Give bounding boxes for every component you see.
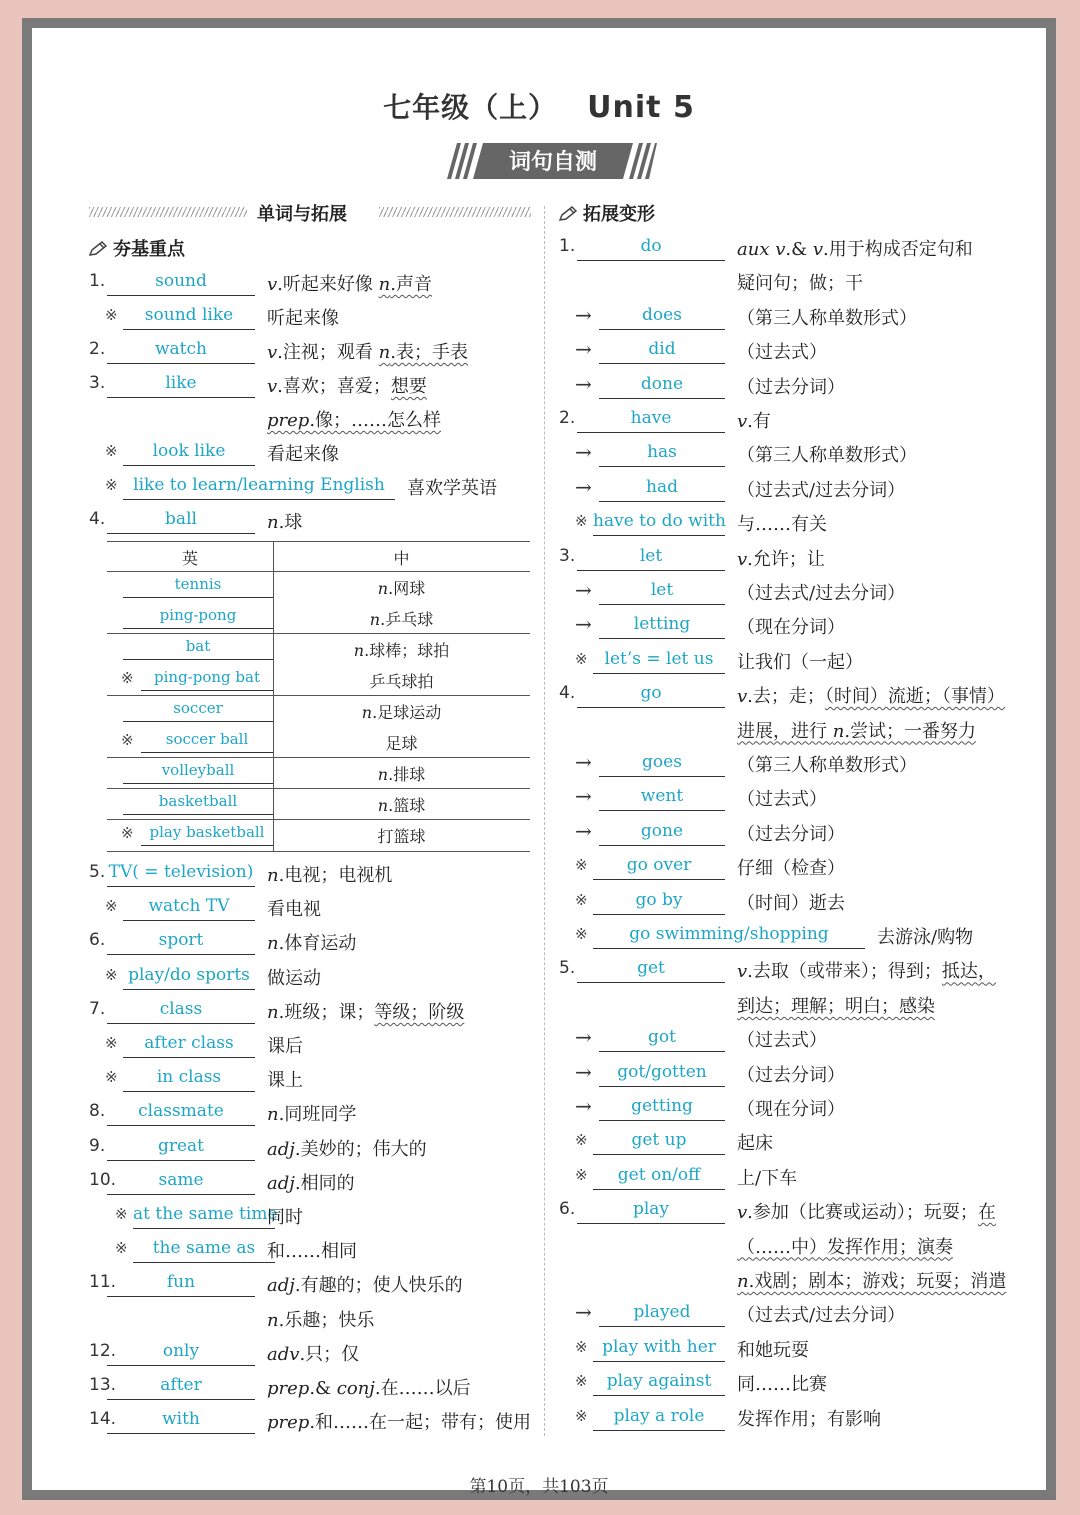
answer-blank: play/do sports xyxy=(123,965,255,990)
definition: prep.& conj.在……以后 xyxy=(267,1378,471,1399)
definition: 与……有关 xyxy=(737,514,827,536)
list-item xyxy=(559,1023,1034,1055)
answer-blank: TV( = television) xyxy=(107,862,255,887)
table-rule xyxy=(107,633,530,634)
arrow-icon: → xyxy=(575,1094,592,1118)
list-item xyxy=(89,961,539,993)
list-item xyxy=(559,404,1034,436)
answer-blank: get up xyxy=(593,1130,725,1155)
list-item xyxy=(559,232,1034,264)
answer-blank: classmate xyxy=(107,1101,255,1126)
table-english-term: soccer ball xyxy=(141,730,273,753)
definition: （时间）逝去 xyxy=(737,892,845,914)
list-item xyxy=(559,507,1034,539)
table-english-term: tennis xyxy=(123,575,273,598)
reference-mark-icon: ※ xyxy=(575,856,588,875)
document-page xyxy=(32,28,1046,1497)
reference-mark-icon: ※ xyxy=(575,1165,588,1184)
definition: （过去式） xyxy=(737,789,827,811)
answer-blank: watch TV xyxy=(123,896,255,921)
definition: n.班级；课；等级；阶级 xyxy=(267,1001,465,1023)
left-section-title: 单词与拓展 xyxy=(257,204,347,225)
table-chinese-meaning: n.足球运动 xyxy=(361,703,442,722)
list-item xyxy=(559,473,1034,505)
list-item xyxy=(89,403,539,435)
definition: adj.相同的 xyxy=(267,1172,355,1194)
answer-blank: played xyxy=(599,1302,725,1327)
definition: v.允许；让 xyxy=(737,548,825,570)
banner-text: 词句自测 xyxy=(508,150,598,175)
reference-mark-icon: ※ xyxy=(575,925,588,943)
page-title xyxy=(32,86,1046,126)
definition: 喜欢学英语 xyxy=(407,478,497,499)
left-section-header xyxy=(89,200,531,224)
answer-blank: after xyxy=(107,1375,255,1400)
item-number: 1. xyxy=(559,236,576,256)
list-item xyxy=(89,1097,539,1129)
list-item xyxy=(559,714,1034,746)
reference-mark-icon: ※ xyxy=(105,442,118,460)
table-row xyxy=(107,666,530,694)
arrow-icon: → xyxy=(575,337,592,362)
list-item xyxy=(559,1058,1034,1090)
answer-blank: play xyxy=(577,1199,725,1224)
definition: 同时 xyxy=(267,1207,303,1228)
reference-mark-icon: ※ xyxy=(575,512,588,531)
list-item xyxy=(89,858,539,890)
answer-blank: get xyxy=(577,958,725,983)
list-item xyxy=(89,1303,539,1335)
list-item xyxy=(89,1371,539,1403)
definition: （过去分词） xyxy=(737,823,845,845)
list-item xyxy=(89,505,539,537)
definition: 起床 xyxy=(737,1133,773,1155)
table-rule xyxy=(107,819,530,820)
list-item xyxy=(89,1405,539,1437)
definition: v.注视；观看 n.表；手表 xyxy=(267,342,468,363)
table-row xyxy=(107,635,530,663)
hatch-decoration xyxy=(379,207,531,217)
answer-blank: do xyxy=(577,236,725,261)
list-item xyxy=(89,301,539,333)
item-number: 9. xyxy=(89,1135,106,1156)
answer-blank: same xyxy=(107,1170,255,1195)
definition: （现在分词） xyxy=(737,617,845,639)
answer-blank: went xyxy=(599,786,725,811)
answer-blank: class xyxy=(107,999,255,1024)
arrow-icon: → xyxy=(575,371,592,396)
list-item xyxy=(559,1126,1034,1158)
pencil-icon xyxy=(89,241,107,257)
list-item xyxy=(559,1161,1034,1193)
answer-blank: great xyxy=(107,1136,255,1161)
list-item xyxy=(559,920,1034,952)
definition: （第三人称单数形式） xyxy=(737,755,917,776)
item-number: 2. xyxy=(89,339,106,359)
answer-blank: sound like xyxy=(123,305,255,330)
table-english-term: volleyball xyxy=(123,761,273,784)
answer-blank: has xyxy=(599,442,725,467)
list-item xyxy=(89,1063,539,1095)
table-rule xyxy=(107,571,530,572)
reference-mark-icon: ※ xyxy=(575,1131,588,1150)
definition: n.球 xyxy=(267,512,303,533)
definition: 看起来像 xyxy=(267,444,339,465)
item-number: 5. xyxy=(559,958,576,979)
table-rule xyxy=(107,541,530,542)
item-number: 14. xyxy=(89,1409,117,1430)
item-number: 5. xyxy=(89,862,106,882)
section-banner xyxy=(447,141,657,181)
list-item xyxy=(559,886,1034,918)
reference-mark-icon: ※ xyxy=(575,1337,588,1356)
answer-blank: fun xyxy=(107,1272,255,1297)
list-item xyxy=(559,782,1034,814)
list-item xyxy=(89,437,539,469)
answer-blank: ball xyxy=(107,509,255,534)
answer-blank: at the same time xyxy=(133,1204,275,1229)
list-item xyxy=(559,335,1034,367)
arrow-icon: → xyxy=(575,1025,592,1050)
right-subhead xyxy=(559,200,655,226)
table-english-term: basketball xyxy=(123,792,273,815)
item-number: 6. xyxy=(559,1199,576,1220)
table-rule xyxy=(107,788,530,789)
definition: v.去；走；（时间）流逝；（事情） xyxy=(737,686,1005,708)
answer-blank: play against xyxy=(593,1371,725,1396)
answer-blank: getting xyxy=(599,1096,725,1121)
list-item xyxy=(559,576,1034,608)
list-item xyxy=(559,679,1034,711)
list-item xyxy=(559,1195,1034,1227)
item-number: 2. xyxy=(559,408,576,428)
hatch-decoration xyxy=(89,207,247,217)
list-item xyxy=(89,1132,539,1164)
item-number: 3. xyxy=(559,545,576,566)
list-item xyxy=(89,1234,539,1266)
answer-blank: sport xyxy=(107,930,255,955)
left-subhead-text: 夯基重点 xyxy=(113,239,185,260)
definition: 课后 xyxy=(267,1036,303,1057)
item-number: 10. xyxy=(89,1169,117,1190)
definition: （第三人称单数形式） xyxy=(737,445,917,467)
reference-mark-icon: ※ xyxy=(575,649,588,668)
item-number: 4. xyxy=(559,683,576,704)
reference-mark-icon: ※ xyxy=(121,824,134,842)
definition: v.听起来好像 n.声音 xyxy=(267,274,432,295)
definition: 做运动 xyxy=(267,967,321,989)
answer-blank: got xyxy=(599,1027,725,1052)
table-english-term: ping-pong bat xyxy=(141,668,273,691)
answer-blank: did xyxy=(599,339,725,364)
right-subhead-text: 拓展变形 xyxy=(583,204,655,225)
list-item xyxy=(559,748,1034,780)
definition: v.有 xyxy=(737,411,771,432)
table-row xyxy=(107,821,530,849)
reference-mark-icon: ※ xyxy=(575,1372,588,1391)
list-item xyxy=(559,1402,1034,1434)
table-chinese-meaning: n.乒乓球 xyxy=(369,610,434,629)
answer-blank: go over xyxy=(593,855,725,880)
list-item xyxy=(89,926,539,958)
reference-mark-icon: ※ xyxy=(121,731,134,749)
list-item xyxy=(559,645,1034,677)
answer-blank: get on/off xyxy=(593,1165,725,1190)
reference-mark-icon: ※ xyxy=(105,1068,118,1087)
table-chinese-meaning: 乒乓球拍 xyxy=(369,672,434,691)
answer-blank: like to learn/learning English xyxy=(123,475,395,500)
unit-title: Unit 5 xyxy=(587,90,695,125)
reference-mark-icon: ※ xyxy=(575,1406,588,1425)
list-item xyxy=(559,1230,1034,1262)
answer-blank: let’s = let us xyxy=(593,649,725,674)
arrow-icon: → xyxy=(575,612,592,637)
grade-title: 七年级（上） xyxy=(383,91,558,124)
item-number: 6. xyxy=(89,930,106,951)
table-english-term: play basketball xyxy=(141,823,273,846)
answer-blank: have xyxy=(577,408,725,433)
arrow-icon: → xyxy=(575,302,592,327)
definition: n.电视；电视机 xyxy=(267,865,393,886)
answer-blank: sound xyxy=(107,271,255,296)
definition: （过去式/过去分词） xyxy=(737,583,906,604)
definition: 上/下车 xyxy=(737,1167,798,1189)
definition: 让我们（一起） xyxy=(737,651,863,673)
table-rule xyxy=(107,695,530,696)
definition: n.同班同学 xyxy=(267,1104,357,1126)
definition: （……中）发挥作用；演奏 xyxy=(737,1236,953,1258)
item-number: 13. xyxy=(89,1375,117,1395)
answer-blank: look like xyxy=(123,441,255,466)
definition: v.去取（或带来）；得到；抵达， xyxy=(737,961,996,983)
reference-mark-icon: ※ xyxy=(121,669,134,687)
table-chinese-meaning: 足球 xyxy=(385,734,418,753)
table-row xyxy=(107,790,530,818)
item-number: 12. xyxy=(89,1340,117,1361)
answer-blank: gone xyxy=(599,821,725,846)
reference-mark-icon: ※ xyxy=(105,1034,118,1052)
table-row xyxy=(107,728,530,756)
definition: （过去分词） xyxy=(737,1064,845,1086)
definition: prep.像；……怎么样 xyxy=(267,410,442,431)
list-item xyxy=(559,542,1034,574)
table-rule xyxy=(107,851,530,852)
definition: 仔细（检查） xyxy=(737,858,845,880)
definition: aux v.& v.用于构成否定句和 xyxy=(737,239,973,260)
answer-blank: after class xyxy=(123,1033,255,1058)
table-header-en: 英 xyxy=(181,549,198,568)
answer-blank: let xyxy=(577,546,725,571)
answer-blank: got/gotten xyxy=(599,1062,725,1087)
definition: 去游泳/购物 xyxy=(877,927,974,948)
answer-blank: like xyxy=(107,373,255,398)
table-chinese-meaning: n.排球 xyxy=(377,765,426,784)
list-item xyxy=(559,266,1034,298)
list-item xyxy=(559,370,1034,402)
item-number: 11. xyxy=(89,1272,117,1293)
column-divider xyxy=(544,206,545,1436)
list-item xyxy=(559,989,1034,1021)
list-item xyxy=(89,369,539,401)
list-item xyxy=(89,995,539,1027)
arrow-icon: → xyxy=(575,474,592,499)
definition: 课上 xyxy=(267,1070,303,1092)
pencil-icon xyxy=(559,206,577,222)
reference-mark-icon: ※ xyxy=(115,1239,128,1258)
list-item xyxy=(559,301,1034,333)
list-item xyxy=(559,817,1034,849)
list-item xyxy=(89,335,539,367)
list-item xyxy=(559,1298,1034,1330)
table-header-cn: 中 xyxy=(393,549,410,568)
table-row xyxy=(107,697,530,725)
list-item xyxy=(559,954,1034,986)
reference-mark-icon: ※ xyxy=(105,476,118,494)
definition: （过去式/过去分词） xyxy=(737,479,906,501)
table-row xyxy=(107,759,530,787)
definition: （过去分词） xyxy=(737,376,845,398)
reference-mark-icon: ※ xyxy=(105,965,118,984)
definition: 进展，进行 n.尝试；一番努力 xyxy=(737,720,977,742)
item-number: 7. xyxy=(89,998,106,1019)
answer-blank: had xyxy=(599,477,725,502)
answer-blank: does xyxy=(599,305,725,330)
definition: adj.有趣的；使人快乐的 xyxy=(267,1275,463,1297)
table-chinese-meaning: n.球棒；球拍 xyxy=(353,641,450,660)
definition: 和她玩耍 xyxy=(737,1339,809,1361)
arrow-icon: → xyxy=(575,1059,592,1084)
definition: n.乐趣；快乐 xyxy=(267,1309,375,1331)
answer-blank: go by xyxy=(593,890,725,915)
definition: n.体育运动 xyxy=(267,933,357,955)
sports-vocabulary-table xyxy=(107,541,530,851)
definition: 和……相同 xyxy=(267,1241,357,1263)
table-chinese-meaning: n.篮球 xyxy=(377,796,426,815)
definition: 看电视 xyxy=(267,899,321,921)
reference-mark-icon: ※ xyxy=(575,890,588,909)
definition: 同……比赛 xyxy=(737,1374,827,1396)
definition: （现在分词） xyxy=(737,1099,845,1120)
answer-blank: have to do with xyxy=(593,511,725,536)
definition: 到达；理解；明白；感染 xyxy=(737,995,935,1017)
table-english-term: soccer xyxy=(123,699,273,722)
reference-mark-icon: ※ xyxy=(115,1205,128,1223)
arrow-icon: → xyxy=(575,1300,592,1325)
page-footer: 第10页，共103页 xyxy=(469,1477,609,1497)
definition: n.戏剧；剧本；游戏；玩耍；消遣 xyxy=(737,1271,1007,1292)
table-row xyxy=(107,573,530,601)
reference-mark-icon: ※ xyxy=(105,897,118,916)
answer-blank: only xyxy=(107,1341,255,1366)
answer-blank: the same as xyxy=(133,1238,275,1263)
definition: （过去式） xyxy=(737,342,827,364)
item-number: 4. xyxy=(89,509,106,529)
item-number: 8. xyxy=(89,1101,106,1122)
answer-blank: go xyxy=(577,683,725,708)
definition: v.参加（比赛或运动）；玩耍；在 xyxy=(737,1202,996,1224)
reference-mark-icon: ※ xyxy=(105,306,118,324)
item-number: 1. xyxy=(89,271,106,291)
list-item xyxy=(89,1268,539,1300)
definition: 疑问句；做；干 xyxy=(737,273,863,295)
answer-blank: watch xyxy=(107,339,255,364)
table-header xyxy=(107,543,530,571)
list-item xyxy=(89,1029,539,1061)
definition: （过去式/过去分词） xyxy=(737,1305,906,1327)
answer-blank: in class xyxy=(123,1067,255,1092)
arrow-icon: → xyxy=(575,750,592,774)
table-english-term: ping-pong xyxy=(123,606,273,629)
list-item xyxy=(89,892,539,924)
list-item xyxy=(89,1166,539,1198)
list-item xyxy=(89,1337,539,1369)
answer-blank: let xyxy=(599,580,725,605)
list-item xyxy=(559,1264,1034,1296)
table-rule xyxy=(107,757,530,758)
definition: adv.只；仅 xyxy=(267,1343,360,1365)
definition: （过去式） xyxy=(737,1030,827,1052)
definition: adj.美妙的；伟大的 xyxy=(267,1138,427,1160)
answer-blank: with xyxy=(107,1409,255,1434)
definition: 发挥作用；有影响 xyxy=(737,1408,881,1430)
definition: （第三人称单数形式） xyxy=(737,307,917,329)
list-item xyxy=(559,610,1034,642)
answer-blank: goes xyxy=(599,752,725,777)
list-item xyxy=(559,1333,1034,1365)
table-chinese-meaning: n.网球 xyxy=(377,579,426,598)
list-item xyxy=(89,1200,539,1232)
item-number: 3. xyxy=(89,373,106,393)
answer-blank: play a role xyxy=(593,1406,725,1431)
list-item xyxy=(89,267,539,299)
definition: prep.和……在一起；带有；使用 xyxy=(267,1412,532,1434)
answer-blank: letting xyxy=(599,614,725,639)
definition: v.喜欢；喜爱；想要 xyxy=(267,376,427,397)
table-chinese-meaning: 打篮球 xyxy=(377,827,426,846)
table-english-term: bat xyxy=(123,637,273,660)
list-item xyxy=(559,851,1034,883)
answer-blank: done xyxy=(599,374,725,399)
arrow-icon: → xyxy=(575,784,592,809)
definition: 听起来像 xyxy=(267,308,339,329)
list-item xyxy=(559,438,1034,470)
answer-blank: play with her xyxy=(593,1337,725,1362)
left-subhead xyxy=(89,235,185,261)
list-item xyxy=(559,1367,1034,1399)
list-item xyxy=(89,471,539,503)
arrow-icon: → xyxy=(575,578,592,602)
list-item xyxy=(559,1092,1034,1124)
table-row xyxy=(107,604,530,632)
arrow-icon: → xyxy=(575,818,592,843)
arrow-icon: → xyxy=(575,440,592,465)
answer-blank: go swimming/shopping xyxy=(593,924,865,949)
